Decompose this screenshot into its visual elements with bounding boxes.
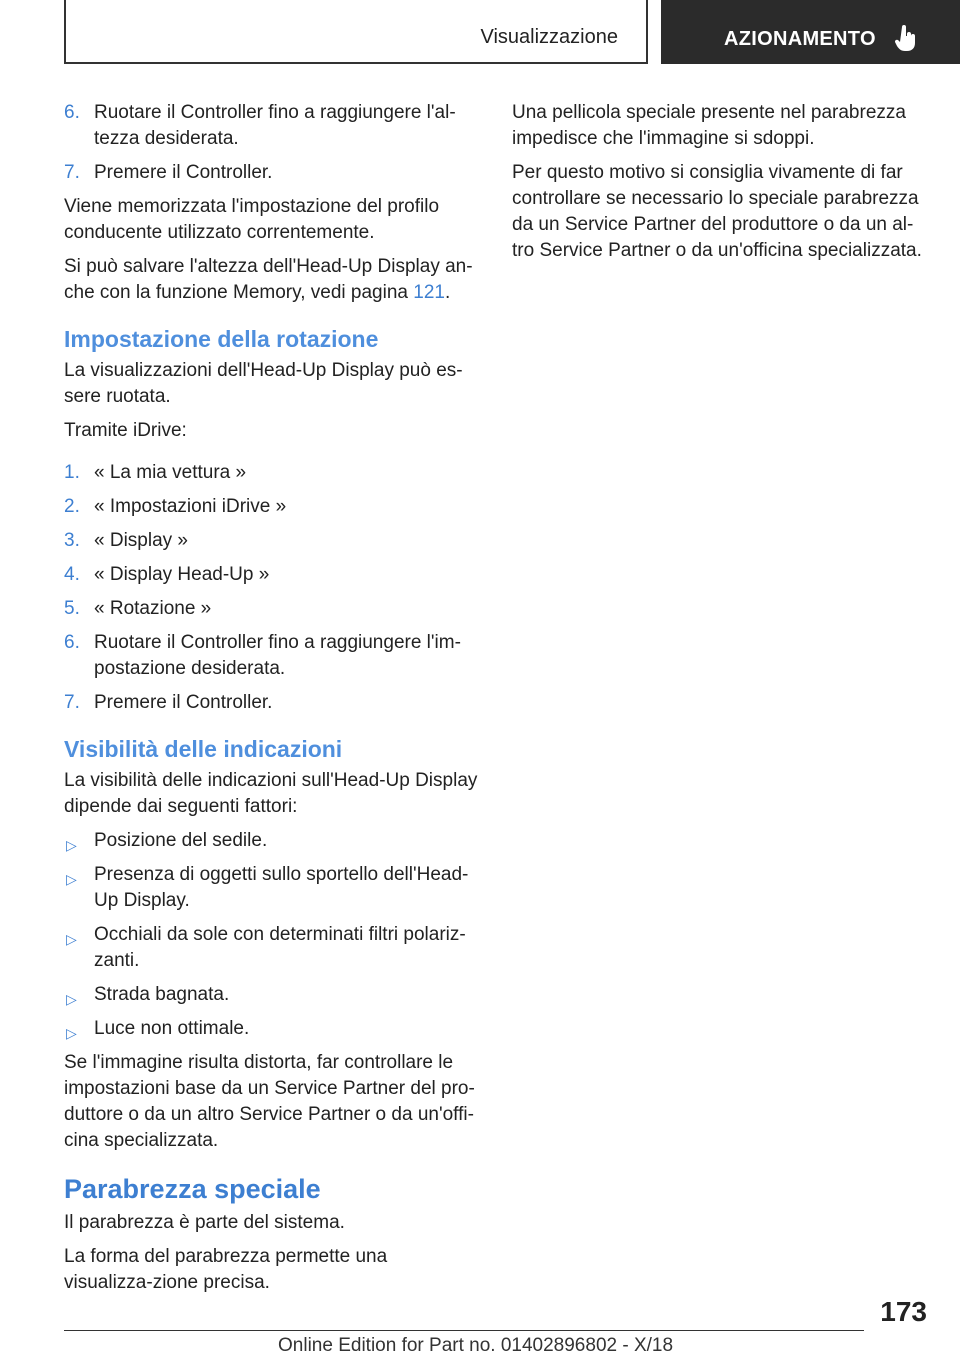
heading-windshield: Parabrezza speciale (64, 1174, 321, 1204)
paragraph: Il parabrezza è parte del sistema. (64, 1212, 345, 1233)
paragraph-with-link (64, 254, 479, 306)
step-text: Ruotare il Controller fino a raggiungere l'im-postazione desiderata. (94, 632, 461, 679)
chapter-title: AZIONAMENTO (724, 28, 876, 50)
paragraph: La forma del parabrezza permette una visualizza-zione precisa. (64, 1246, 388, 1293)
step-item (64, 494, 479, 520)
step-item (64, 690, 479, 716)
step-text: Premere il Controller. (94, 162, 273, 183)
triangle-bullet-icon: ▷ (66, 871, 77, 887)
step-item (64, 160, 479, 186)
chapter-tab (661, 0, 960, 64)
step-text: « Impostazioni iDrive » (94, 496, 287, 517)
paragraph: Viene memorizzata l'impostazione del profilo conducente utilizzato correntemente. (64, 196, 440, 243)
paragraph-text: Si può salvare l'altezza dell'Head-Up Display an-che con la funzione Memory, vedi pagina (64, 256, 473, 303)
step-item (64, 630, 479, 682)
step-item (64, 100, 479, 152)
step-text: « Rotazione » (94, 598, 212, 619)
triangle-bullet-icon: ▷ (66, 931, 77, 947)
bullet-item (64, 982, 479, 1008)
page-reference-link[interactable]: 121 (413, 282, 445, 303)
step-number: 2. (64, 496, 80, 517)
bullet-text: Occhiali da sole con determinati filtri polariz-zanti. (94, 924, 466, 971)
bullet-text: Luce non ottimale. (94, 1018, 250, 1039)
right-column (512, 100, 927, 272)
step-text: « Display Head-Up » (94, 564, 270, 585)
heading-rotation: Impostazione della rotazione (64, 326, 379, 352)
paragraph: Per questo motivo si consiglia vivamente di far controllare se necessario lo speciale parabrezza da un Service Partner del produttore o da un al-tro Service Partner o da un'officina specializzata. (512, 162, 922, 261)
step-text: « Display » (94, 530, 188, 551)
paragraph-end: . (444, 282, 451, 303)
step-item (64, 596, 479, 622)
step-number: 3. (64, 530, 80, 551)
step-item (64, 528, 479, 554)
page-header (0, 0, 960, 66)
step-item (64, 460, 479, 486)
heading-visibility: Visibilità delle indicazioni (64, 736, 343, 762)
step-number: 1. (64, 462, 80, 483)
step-number: 4. (64, 564, 80, 585)
section-title: Visualizzazione (480, 26, 618, 48)
edition-footer: Online Edition for Part no. 01402896802 - X/18 (278, 1335, 674, 1356)
step-item (64, 562, 479, 588)
step-text: Ruotare il Controller fino a raggiungere l'al-tezza desiderata. (94, 102, 456, 149)
step-number: 7. (64, 692, 80, 713)
footer-divider (64, 1330, 864, 1331)
paragraph: La visibilità delle indicazioni sull'Head-Up Display dipende dai seguenti fattori: (64, 770, 478, 817)
bullet-item (64, 862, 479, 914)
triangle-bullet-icon: ▷ (66, 837, 77, 853)
triangle-bullet-icon: ▷ (66, 991, 77, 1007)
section-tab (64, 0, 648, 64)
step-number: 6. (64, 632, 80, 653)
step-number: 5. (64, 598, 80, 619)
bullet-item (64, 828, 479, 854)
bullet-text: Strada bagnata. (94, 984, 230, 1005)
paragraph: La visualizzazioni dell'Head-Up Display può es-sere ruotata. (64, 360, 463, 407)
page-number: 173 (880, 1296, 927, 1327)
bullet-item (64, 1016, 479, 1042)
step-number: 7. (64, 162, 80, 183)
triangle-bullet-icon: ▷ (66, 1025, 77, 1041)
paragraph: Una pellicola speciale presente nel parabrezza impedisce che l'immagine si sdoppi. (512, 102, 906, 149)
paragraph: Se l'immagine risulta distorta, far controllare le impostazioni base da un Service Partner del pro-duttore o da un altro Service Partner o da un'offi-cina specializzata. (64, 1052, 475, 1151)
step-number: 6. (64, 102, 80, 123)
left-column (64, 100, 479, 1304)
step-text: « La mia vettura » (94, 462, 247, 483)
step-text: Premere il Controller. (94, 692, 273, 713)
bullet-item (64, 922, 479, 974)
bullet-text: Posizione del sedile. (94, 830, 268, 851)
paragraph: Tramite iDrive: (64, 420, 187, 441)
bullet-text: Presenza di oggetti sullo sportello dell'Head-Up Display. (94, 864, 469, 911)
pointing-hand-icon (895, 25, 917, 53)
